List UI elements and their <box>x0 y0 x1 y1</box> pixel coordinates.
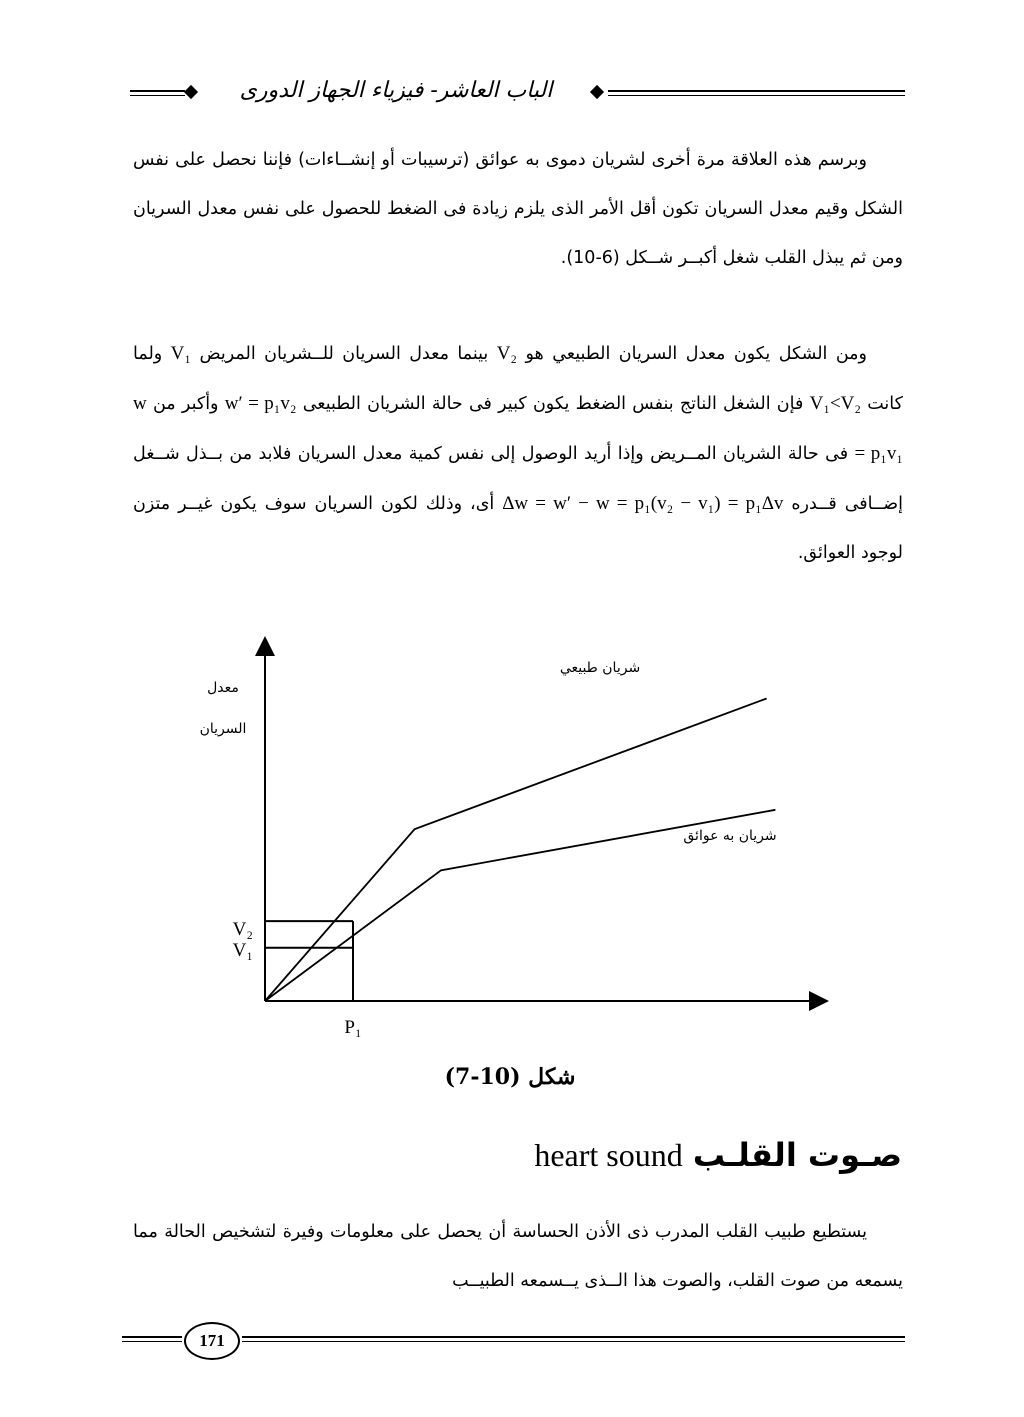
page-number: 171 <box>184 1322 240 1360</box>
header-diamond-right <box>590 85 604 99</box>
series-label-2: شريان به عوائق <box>683 828 777 844</box>
series-line-1 <box>265 699 767 1002</box>
p2-inequality: V₁<V₂ <box>809 393 861 414</box>
p2-eq-w-prime: w′ = p₁v₂ <box>224 393 297 414</box>
y-axis-label-line1: معدل <box>207 680 239 696</box>
paragraph-3-text: يستطيع طبيب القلب المدرب ذى الأذن الحساسة أن يحصل على معلومات وفيرة لتشخيص الحالة مما يسمعه من صوت القلب، والصوت هذا الــذى يــسمعه الطبيــب <box>133 1222 903 1291</box>
p2-text-f: فى حالة الشريان المــريض وإذا أريد الوصول إلى نفس كمية معدل السريان فلابد من بــذل شــغل إضــافى قــدره <box>133 444 903 514</box>
p2-text-b: بينما معدل السريان للــشريان المريض <box>199 344 489 364</box>
section-heading <box>500 1136 902 1174</box>
footer-rule-left <box>122 1336 182 1342</box>
tick-label-v2: V₂ <box>232 919 253 941</box>
chart-svg <box>180 630 840 1050</box>
section-title-english: heart sound <box>534 1137 683 1173</box>
paragraph-3 <box>133 1208 903 1306</box>
chapter-title: الباب العاشر- فيزياء الجهاز الدورى <box>239 78 553 103</box>
series-label-1: شريان طبيعي <box>559 660 641 676</box>
section-title-arabic: صـوت القلـب <box>692 1136 902 1174</box>
paragraph-2 <box>133 329 903 578</box>
p2-text-g: أى، وذلك لكون السريان سوف يكون غيــر متزن لوجود العوائق. <box>133 494 903 563</box>
footer-rule-right <box>242 1336 905 1342</box>
tick-label-p1: P₁ <box>344 1017 362 1038</box>
page-footer <box>122 1320 905 1360</box>
p2-v1: V₁ <box>170 343 192 364</box>
p2-text-d: فإن الشغل الناتج بنفس الضغط يكون كبير فى حالة الشريان الطبيعى <box>302 394 804 414</box>
p2-v2: V₂ <box>496 343 518 364</box>
paragraph-1 <box>133 136 903 283</box>
flow-rate-chart <box>180 630 840 1054</box>
figure-caption: شكل (10-7) <box>444 1064 576 1090</box>
p2-text-c: ولما كانت <box>133 344 903 414</box>
running-header <box>130 78 905 114</box>
header-rule-left <box>130 90 185 96</box>
header-rule-right <box>608 90 905 96</box>
header-diamond-left <box>184 85 198 99</box>
p2-text-e: وأكبر من <box>152 394 219 414</box>
p2-eq-delta-w: Δw = w′ − w = p₁(v₂ − v₁) = p₁Δv <box>502 493 784 514</box>
p2-text-a: ومن الشكل يكون معدل السريان الطبيعي هو <box>525 344 867 364</box>
tick-label-v1: V₁ <box>232 939 253 961</box>
p2-eq-w: w = p₁v₁ <box>133 393 903 464</box>
y-axis-label-line2: السريان <box>199 721 247 737</box>
paragraph-1-text: وبرسم هذه العلاقة مرة أخرى لشريان دموى به عوائق (ترسيبات أو إنشــاءات) فإننا نحصل على نفس الشكل وقيم معدل السريان تكون أقل الأمر الذى يلزم زيادة فى الضغط للحصول على نفس معدل السريان ومن ثم يبذل القلب شغل أكبــر شــكل (6-10). <box>133 150 903 268</box>
